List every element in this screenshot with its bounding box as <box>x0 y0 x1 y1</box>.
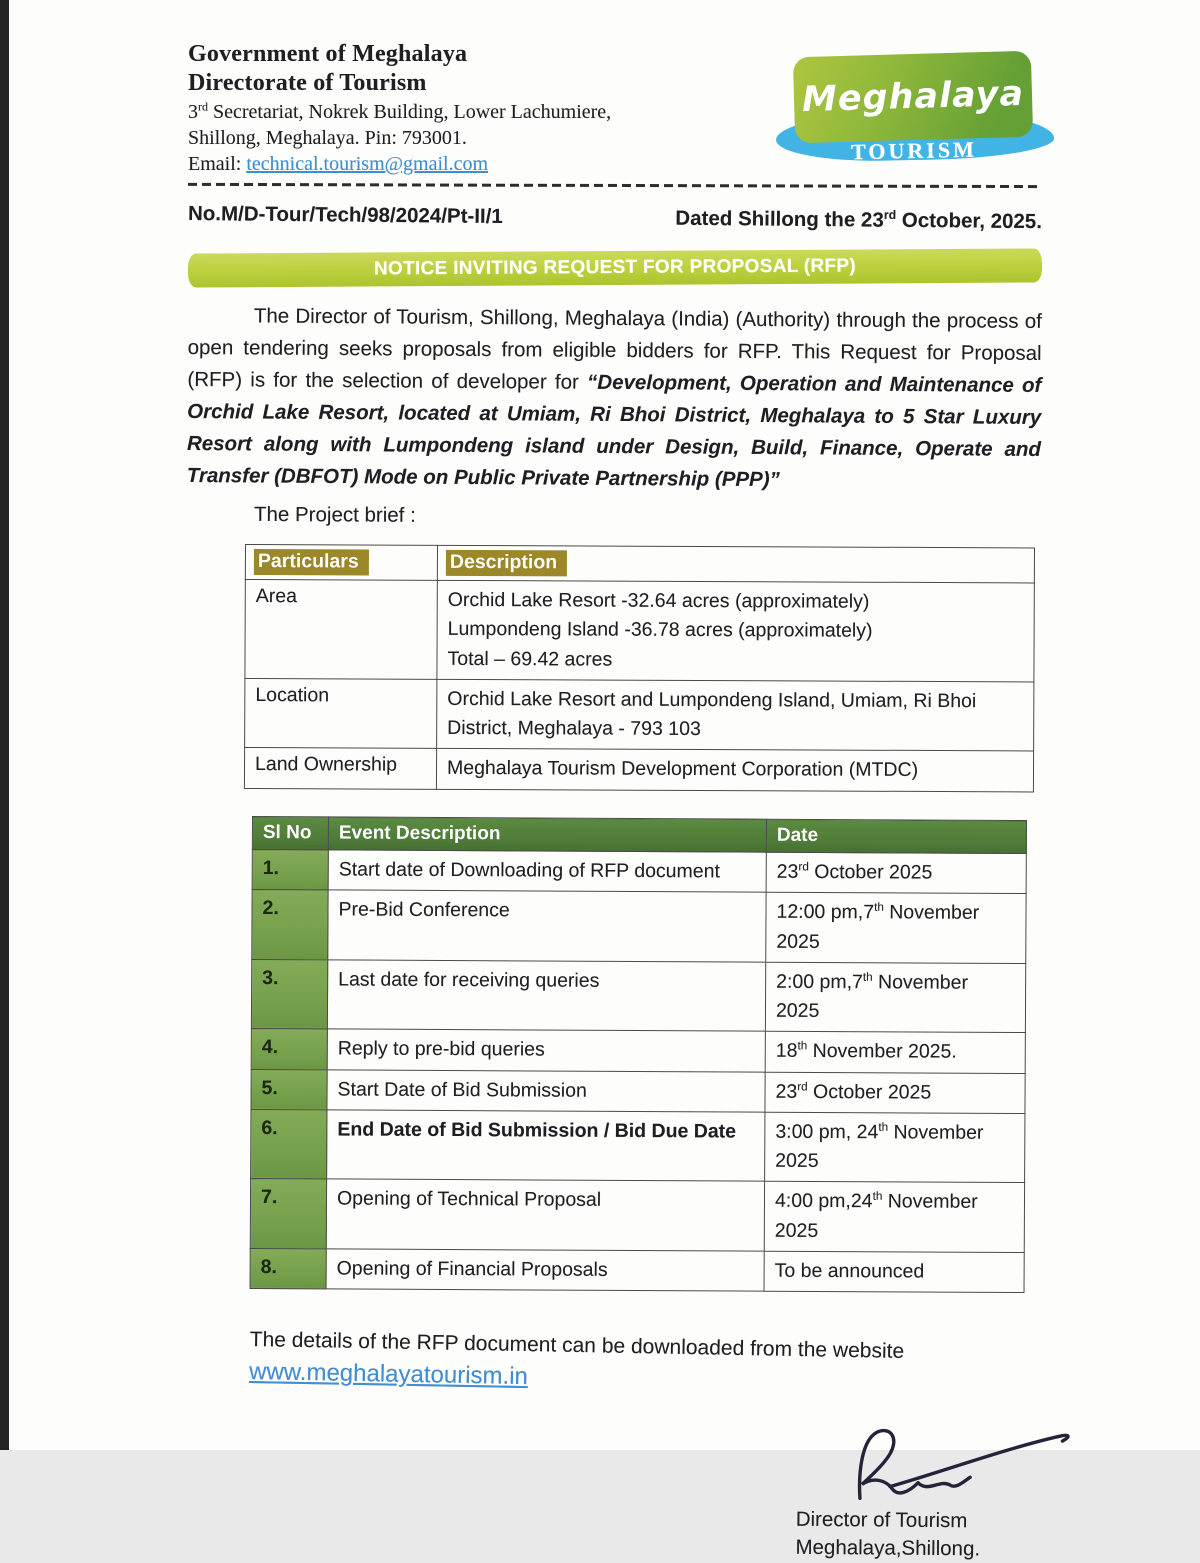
header-particulars: Particulars <box>245 544 437 580</box>
signature <box>828 1418 1079 1508</box>
address-line-1 <box>188 100 786 125</box>
dashed-divider <box>188 183 1042 188</box>
event-cell: Last date for receiving queries <box>327 960 765 1032</box>
header-sl-no: Sl No <box>252 817 328 850</box>
issue-date-pre: Dated Shillong the 23 <box>675 206 884 232</box>
table-row <box>245 579 1034 681</box>
schedule-table <box>250 816 1027 1293</box>
download-note <box>249 1325 1042 1405</box>
website-link[interactable]: www.meghalayatourism.in <box>248 1358 529 1391</box>
intro-paragraph <box>187 300 1042 498</box>
event-cell: Pre-Bid Conference <box>328 891 766 963</box>
logo-tourism-text: TOURISM <box>850 136 978 165</box>
email-line <box>188 152 786 177</box>
date-cell: 23rd October 2025 <box>765 1072 1025 1114</box>
description-line: Meghalaya Tourism Development Corporation (MTDC) <box>446 757 919 782</box>
date-cell: 12:00 pm,7th November 2025 <box>766 893 1026 964</box>
date-cell: 18th November 2025. <box>765 1032 1025 1074</box>
intro-normal-text: The Director of Tourism, Shillong, Meghalaya (India) (Authority) through the process of open tendering seeks proposals from eligible bidders for RFP. This Request for Proposal (RFP) is for the selection of developer for <box>187 304 1042 394</box>
schedule-row <box>250 1249 1024 1293</box>
schedule-row <box>251 960 1025 1034</box>
dept-name: Directorate of Tourism <box>188 70 427 97</box>
schedule-row <box>251 1110 1025 1184</box>
sl-no-cell: 4. <box>251 1029 327 1070</box>
schedule-row <box>251 1029 1025 1073</box>
date-cell: To be announced <box>764 1251 1024 1293</box>
schedule-header-row <box>252 817 1026 854</box>
email-link[interactable]: technical.tourism@gmail.com <box>246 152 489 175</box>
table-header-row <box>245 544 1034 582</box>
project-brief-label: The Project brief : <box>253 502 416 527</box>
sl-no-cell: 3. <box>251 960 327 1030</box>
table-row <box>244 748 1033 792</box>
intro-project-title: “Development, Operation and Maintenance of Orchid Lake Resort, located at Umiam, Ri Bhoi District, Meghalaya to 5 Star Luxury Resort along with Lumpondeng island under Design, Build, Finance, Operate and Transfer (DBFOT) Mode on Public Private Partnership (PPP)” <box>186 370 1042 492</box>
issue-date-sup: rd <box>883 207 897 223</box>
particular-description <box>437 580 1034 681</box>
sl-no-cell: 2. <box>252 890 328 960</box>
description-line: Orchid Lake Resort -32.64 acres (approximately) <box>447 588 870 613</box>
address-ordinal-sup: rd <box>198 98 208 113</box>
signatory-title: Director of Tourism <box>795 1507 968 1532</box>
event-cell: Reply to pre-bid queries <box>327 1030 765 1073</box>
event-cell: Start date of Downloading of RFP document <box>328 850 766 893</box>
meghalaya-tourism-logo <box>786 54 1042 166</box>
address-rest: Secretariat, Nokrek Building, Lower Lachumiere, <box>208 100 612 123</box>
reference-line <box>188 202 1042 234</box>
date-cell: 23rd October 2025 <box>766 853 1026 895</box>
particular-label: Area <box>245 579 437 679</box>
date-cell: 2:00 pm,7th November 2025 <box>765 962 1025 1033</box>
event-cell: Opening of Financial Proposals <box>326 1249 764 1292</box>
table-row <box>245 678 1034 751</box>
reference-number: No.M/D-Tour/Tech/98/2024/Pt-II/1 <box>187 202 503 229</box>
project-brief-table <box>244 544 1035 792</box>
schedule-row <box>251 1069 1025 1113</box>
notice-banner-title: NOTICE INVITING REQUEST FOR PROPOSAL (RFP) <box>373 255 857 280</box>
event-cell: Opening of Technical Proposal <box>326 1180 764 1252</box>
particular-description <box>437 679 1034 751</box>
event-cell: Start Date of Bid Submission <box>327 1070 765 1113</box>
description-line: Orchid Lake Resort and Lumpondeng Island, Umiam, Ri Bhoi District, Meghalaya - 793 103 <box>447 687 977 740</box>
sl-no-cell: 6. <box>251 1110 327 1180</box>
address-line-2: Shillong, Meghalaya. Pin: 793001. <box>188 126 467 149</box>
scan-edge-artifact <box>0 0 9 1450</box>
schedule-row <box>250 1179 1024 1253</box>
header-date: Date <box>766 820 1026 854</box>
logo-green-panel <box>793 51 1033 144</box>
particular-label: Location <box>245 678 437 748</box>
address-ordinal: 3 <box>188 100 198 123</box>
sl-no-cell: 1. <box>252 850 328 891</box>
particular-description <box>436 748 1033 791</box>
description-line: Total – 69.42 acres <box>447 647 613 671</box>
sl-no-cell: 5. <box>251 1069 327 1110</box>
sl-no-cell: 8. <box>250 1249 326 1290</box>
schedule-row <box>252 890 1026 964</box>
signatory-location: Meghalaya,Shillong. <box>795 1535 981 1560</box>
notice-banner <box>188 248 1042 287</box>
sl-no-cell: 7. <box>250 1179 326 1249</box>
email-label: Email: <box>188 152 247 175</box>
org-name: Government of Meghalaya <box>188 41 468 67</box>
schedule-row <box>252 850 1026 894</box>
signature-block <box>787 1417 1088 1563</box>
date-cell: 4:00 pm,24th November 2025 <box>764 1182 1024 1253</box>
issue-date <box>675 207 1042 235</box>
particular-label: Land Ownership <box>244 748 436 789</box>
description-line: Lumpondeng Island -36.78 acres (approximately) <box>447 618 873 642</box>
download-note-text: The details of the RFP document can be downloaded from the website <box>249 1328 905 1364</box>
header-event-description: Event Description <box>328 817 766 852</box>
logo-script-text: Meghalaya <box>801 73 1025 121</box>
event-cell: End Date of Bid Submission / Bid Due Date <box>327 1110 765 1182</box>
header-description: Description <box>437 545 1034 583</box>
letterhead <box>188 40 1042 177</box>
issue-date-post: October, 2025. <box>896 208 1043 234</box>
date-cell: 3:00 pm, 24th November 2025 <box>765 1112 1025 1183</box>
